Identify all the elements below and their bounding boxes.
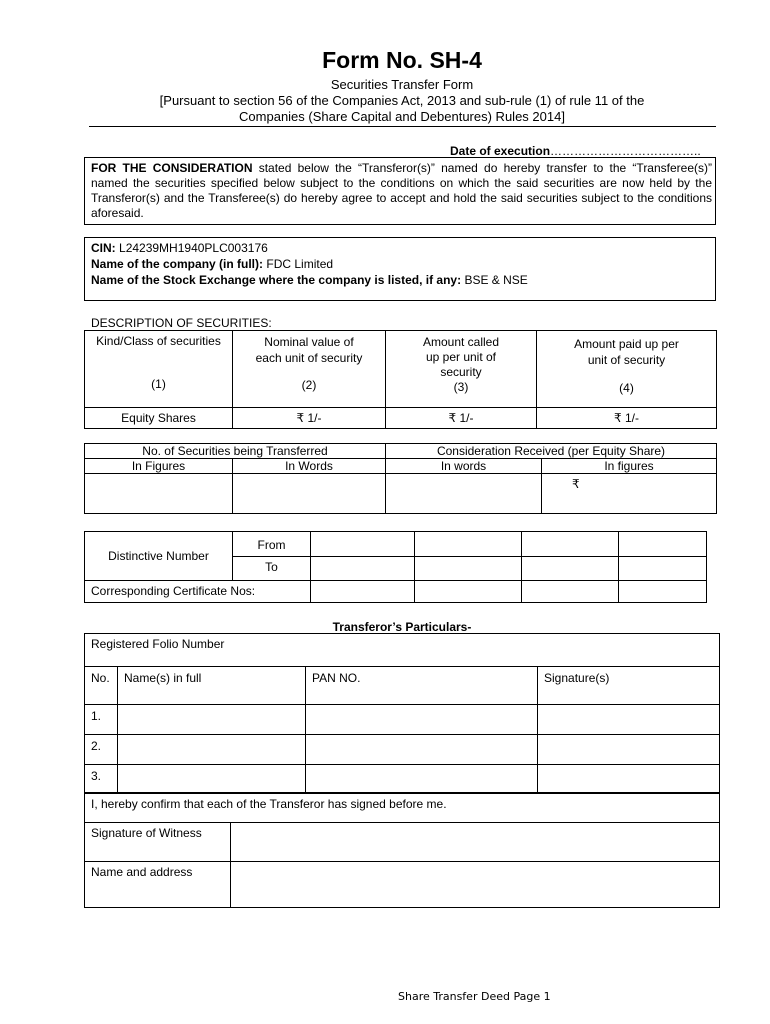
company-box xyxy=(84,237,716,301)
row-3-name-field[interactable] xyxy=(118,765,306,793)
transferor-table xyxy=(84,633,720,793)
row-1-signature-field[interactable] xyxy=(538,705,720,735)
in-figures-header: In Figures xyxy=(85,459,233,474)
from-field-3[interactable] xyxy=(522,532,619,557)
in-words-header: In Words xyxy=(233,459,386,474)
cin-label: CIN: xyxy=(91,241,116,255)
witness-signature-label: Signature of Witness xyxy=(85,823,231,862)
row-2-name-field[interactable] xyxy=(118,735,306,765)
col-called-label: Amount called up per unit of security xyxy=(422,335,500,379)
transferor-particulars-heading: Transferor’s Particulars- xyxy=(332,620,472,634)
row-2-no: 2. xyxy=(85,735,118,765)
securities-in-figures-field[interactable] xyxy=(85,474,233,514)
company-name-value: FDC Limited xyxy=(266,257,334,271)
consideration-lead: FOR THE CONSIDERATION xyxy=(91,161,253,175)
nominal-value: ₹ 1/- xyxy=(233,408,386,429)
consideration-in-words-header: In words xyxy=(386,459,542,474)
distinctive-number-label: Distinctive Number xyxy=(85,532,233,581)
registered-folio-number[interactable]: Registered Folio Number xyxy=(85,634,720,667)
date-of-execution-field[interactable]: ……………………………….. xyxy=(550,144,701,158)
consideration-box xyxy=(84,157,716,225)
form-subtitle: Securities Transfer Form xyxy=(330,77,474,92)
row-1-pan-field[interactable] xyxy=(306,705,538,735)
securities-transferred-header: No. of Securities being Transferred xyxy=(85,444,386,459)
witness-confirmation: I, hereby confirm that each of the Transferor has signed before me. xyxy=(85,794,720,823)
to-field-2[interactable] xyxy=(415,557,522,581)
from-label: From xyxy=(233,532,311,557)
securities-in-words-field[interactable] xyxy=(233,474,386,514)
certificate-field-3[interactable] xyxy=(522,581,619,603)
consideration-text: stated below the “Transferor(s)” named do hereby transfer to the “Transferee(s)” named the securities specified below subject to the conditions on which the said securities are now held by the Transferor(s) and the Transferee(s) do hereby agree to accept and hold the said securities subject to the conditions aforesaid. xyxy=(91,161,712,220)
witness-address-label: Name and address xyxy=(85,862,231,908)
certificate-field-1[interactable] xyxy=(311,581,415,603)
to-label: To xyxy=(233,557,311,581)
called-value: ₹ 1/- xyxy=(386,408,537,429)
row-3-pan-field[interactable] xyxy=(306,765,538,793)
cin-line xyxy=(91,240,709,256)
distinctive-number-table xyxy=(84,531,707,603)
to-field-1[interactable] xyxy=(311,557,415,581)
witness-table xyxy=(84,793,720,908)
row-2-pan-field[interactable] xyxy=(306,735,538,765)
row-3-no: 3. xyxy=(85,765,118,793)
col-nominal-label: Nominal value of each unit of security xyxy=(255,335,363,365)
paid-value: ₹ 1/- xyxy=(537,408,717,429)
pursuant-line-2: Companies (Share Capital and Debentures) Rules 2014] xyxy=(239,109,565,124)
consideration-in-words-field[interactable] xyxy=(386,474,542,514)
consideration-in-figures-header: In figures xyxy=(542,459,717,474)
col-called-header xyxy=(386,331,537,408)
transfer-count-table xyxy=(84,443,717,514)
consideration-received-header: Consideration Received (per Equity Share) xyxy=(386,444,717,459)
col-nominal-header xyxy=(233,331,386,408)
stock-exchange-label: Name of the Stock Exchange where the company is listed, if any: xyxy=(91,273,462,287)
row-1-no: 1. xyxy=(85,705,118,735)
cin-value: L24239MH1940PLC003176 xyxy=(119,241,268,255)
company-name-line xyxy=(91,256,709,272)
witness-address-field[interactable] xyxy=(231,862,720,908)
from-field-2[interactable] xyxy=(415,532,522,557)
date-of-execution xyxy=(450,144,701,158)
col-paid-label: Amount paid up per unit of security xyxy=(574,337,679,367)
col-kind-label: Kind/Class of securities xyxy=(96,334,221,348)
col-name-header: Name(s) in full xyxy=(118,667,306,705)
stock-exchange-line xyxy=(91,272,709,288)
description-heading: DESCRIPTION OF SECURITIES: xyxy=(91,316,272,330)
certificate-field-4[interactable] xyxy=(619,581,707,603)
col-no-header: No. xyxy=(85,667,118,705)
from-field-1[interactable] xyxy=(311,532,415,557)
col-kind-header xyxy=(85,331,233,408)
to-field-3[interactable] xyxy=(522,557,619,581)
witness-signature-field[interactable] xyxy=(231,823,720,862)
col-paid-header xyxy=(537,331,717,408)
row-1-name-field[interactable] xyxy=(118,705,306,735)
company-name-label: Name of the company (in full): xyxy=(91,257,264,271)
description-table xyxy=(84,330,717,429)
from-field-4[interactable] xyxy=(619,532,707,557)
date-of-execution-label: Date of execution xyxy=(450,144,551,158)
header-divider xyxy=(89,126,716,127)
page-footer: Share Transfer Deed Page 1 xyxy=(398,990,551,1003)
certificate-nos-label: Corresponding Certificate Nos: xyxy=(85,581,311,603)
col-pan-header: PAN NO. xyxy=(306,667,538,705)
rupee-symbol: ₹ xyxy=(572,477,580,491)
kind-value: Equity Shares xyxy=(85,408,233,429)
col-nominal-num: (2) xyxy=(301,378,317,392)
consideration-in-figures-field[interactable] xyxy=(542,474,717,514)
col-called-num: (3) xyxy=(453,380,469,394)
row-3-signature-field[interactable] xyxy=(538,765,720,793)
to-field-4[interactable] xyxy=(619,557,707,581)
row-2-signature-field[interactable] xyxy=(538,735,720,765)
col-kind-num: (1) xyxy=(151,377,166,391)
col-signature-header: Signature(s) xyxy=(538,667,720,705)
form-title: Form No. SH-4 xyxy=(322,47,482,73)
certificate-field-2[interactable] xyxy=(415,581,522,603)
pursuant-line-1: [Pursuant to section 56 of the Companies Act, 2013 and sub-rule (1) of rule 11 of the xyxy=(159,93,645,108)
col-paid-num: (4) xyxy=(619,381,634,395)
stock-exchange-value: BSE & NSE xyxy=(464,273,528,287)
